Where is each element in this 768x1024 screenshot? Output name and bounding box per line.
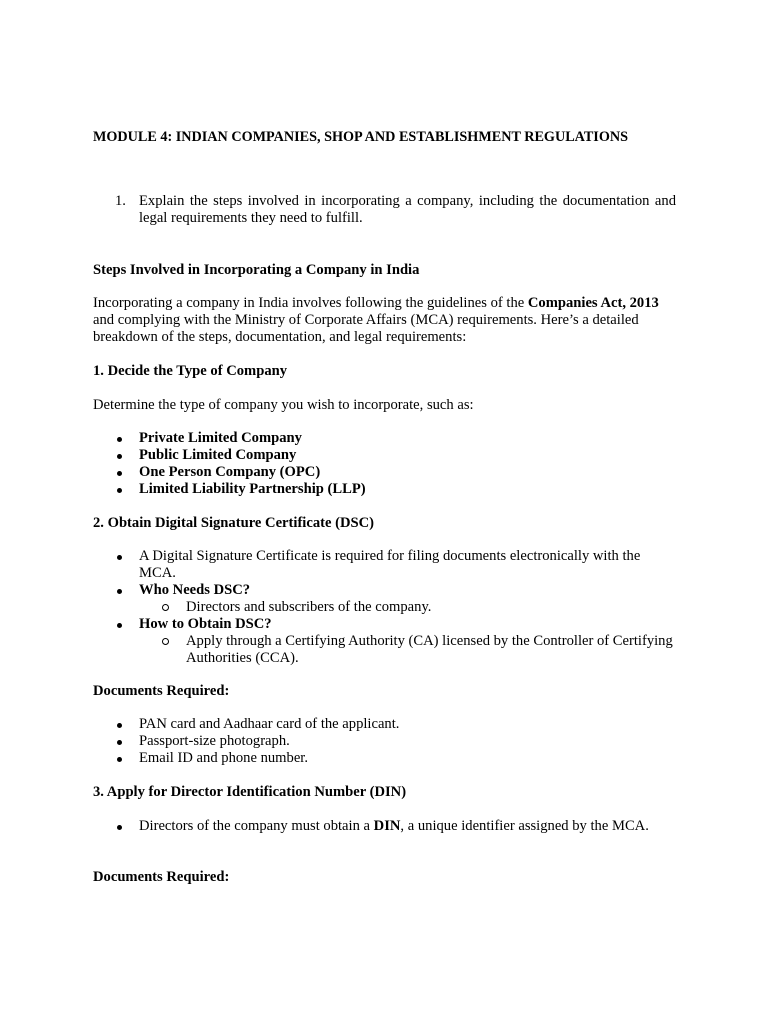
question-item — [93, 193, 676, 227]
bullet-icon — [117, 740, 122, 745]
dsc-description: A Digital Signature Certificate is required for filing documents electronically with the MCA. — [139, 548, 641, 581]
dsc-how-item — [139, 633, 676, 667]
dsc-who-detail: Directors and subscribers of the company. — [186, 599, 432, 615]
company-type-item — [93, 464, 676, 481]
din-docs-heading: Documents Required: — [93, 869, 230, 885]
dsc-doc-item — [93, 733, 676, 750]
bullet-icon — [117, 623, 122, 628]
company-type-label: Private Limited Company — [139, 430, 302, 446]
bullet-icon — [117, 437, 122, 442]
bullet-icon — [117, 471, 122, 476]
question-list — [93, 193, 676, 227]
step1-heading: 1. Decide the Type of Company — [93, 363, 288, 379]
din-text-2: , a unique identifier assigned by the MCA. — [400, 818, 649, 834]
din-term: DIN — [373, 818, 401, 834]
dsc-who-sublist — [139, 599, 676, 616]
intro-paragraph — [93, 295, 676, 346]
dsc-doc-item — [93, 750, 676, 767]
step3-heading: 3. Apply for Director Identification Number (DIN) — [93, 784, 407, 800]
bullet-icon — [117, 825, 122, 830]
circle-bullet-icon — [162, 638, 169, 645]
din-item — [93, 818, 676, 835]
dsc-item — [93, 582, 676, 616]
company-type-label: One Person Company (OPC) — [139, 464, 321, 480]
dsc-item — [93, 548, 676, 582]
section-heading: Steps Involved in Incorporating a Company in India — [93, 262, 420, 278]
step2-heading: 2. Obtain Digital Signature Certificate (DSC) — [93, 515, 375, 531]
dsc-how-detail: Apply through a Certifying Authority (CA) licensed by the Controller of Certifying Authorities (CCA). — [186, 633, 673, 666]
dsc-doc-text: Email ID and phone number. — [139, 750, 309, 766]
din-text-1: Directors of the company must obtain a — [139, 818, 374, 834]
dsc-who-item — [139, 599, 676, 616]
dsc-doc-text: PAN card and Aadhaar card of the applicant. — [139, 716, 400, 732]
company-type-list — [93, 430, 676, 498]
bullet-icon — [117, 488, 122, 493]
company-type-item — [93, 430, 676, 447]
bullet-icon — [117, 723, 122, 728]
company-type-item — [93, 447, 676, 464]
dsc-list — [93, 548, 676, 667]
bullet-icon — [117, 757, 122, 762]
question-number: 1. — [115, 193, 126, 209]
company-type-label: Limited Liability Partnership (LLP) — [139, 481, 366, 497]
circle-bullet-icon — [162, 604, 169, 611]
dsc-doc-text: Passport-size photograph. — [139, 733, 290, 749]
dsc-doc-item — [93, 716, 676, 733]
dsc-who-label: Who Needs DSC? — [139, 582, 251, 598]
intro-text-1: Incorporating a company in India involves following the guidelines of the — [93, 295, 528, 311]
bullet-icon — [117, 454, 122, 459]
intro-act-name: Companies Act, 2013 — [527, 295, 659, 311]
company-type-item — [93, 481, 676, 498]
dsc-how-label: How to Obtain DSC? — [139, 616, 272, 632]
bullet-icon — [117, 589, 122, 594]
step1-text: Determine the type of company you wish to incorporate, such as: — [93, 397, 474, 413]
din-list — [93, 818, 676, 835]
dsc-item — [93, 616, 676, 667]
intro-text-2: and complying with the Ministry of Corporate Affairs (MCA) requirements. Here’s a detailed breakdown of the steps, documentation, and legal requirements: — [93, 312, 639, 345]
module-title: MODULE 4: INDIAN COMPANIES, SHOP AND ESTABLISHMENT REGULATIONS — [93, 129, 628, 145]
dsc-docs-list — [93, 716, 676, 767]
company-type-label: Public Limited Company — [139, 447, 297, 463]
dsc-docs-heading: Documents Required: — [93, 683, 230, 699]
bullet-icon — [117, 555, 122, 560]
question-text: Explain the steps involved in incorporating a company, including the documentation and legal requirements they need to fulfill. — [139, 193, 676, 226]
dsc-how-sublist — [139, 633, 676, 667]
